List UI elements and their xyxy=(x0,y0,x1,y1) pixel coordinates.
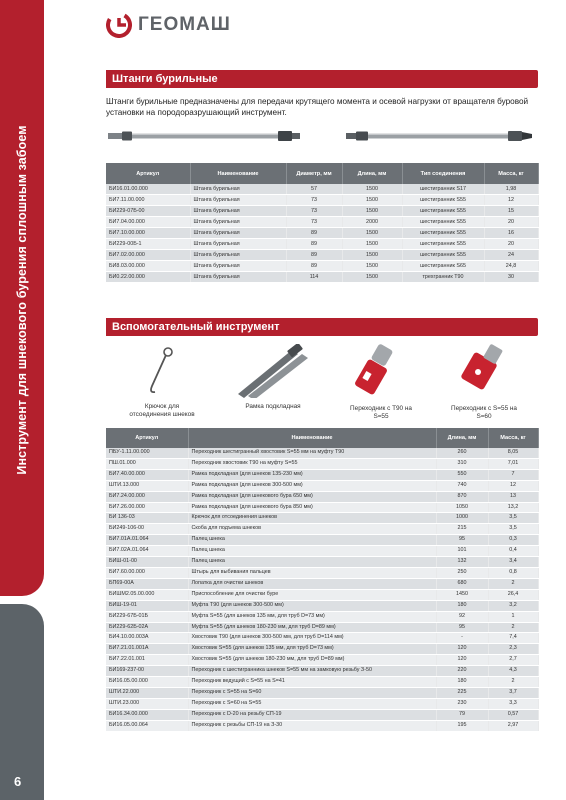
table-row xyxy=(106,546,538,557)
table-cell: 89 xyxy=(286,239,342,250)
tool-lever xyxy=(232,344,314,411)
table-cell: 12 xyxy=(484,195,538,206)
table-cell: БИ229-67Б-01Б xyxy=(106,611,188,622)
aux-tools-table xyxy=(106,428,538,732)
table-cell: 7,01 xyxy=(488,458,538,469)
table-cell: Хвостовик S=55 (для шнеков 135 мм, для труб D=73 мм) xyxy=(188,644,436,655)
table-cell: 120 xyxy=(436,644,488,655)
table-cell: Переходник с резьбы СП-19 на З-30 xyxy=(188,720,436,731)
table-row xyxy=(106,720,538,731)
table-cell: 1 xyxy=(488,611,538,622)
table-cell: БИ7.22.01.001 xyxy=(106,655,188,666)
brand-name: ГЕОМАШ xyxy=(138,14,231,35)
table-row xyxy=(106,195,538,206)
table-cell: 8,05 xyxy=(488,448,538,458)
table-cell: БИ229-62Б-02А xyxy=(106,622,188,633)
table-cell: 1500 xyxy=(342,206,402,217)
table-cell: 92 xyxy=(436,611,488,622)
table-row xyxy=(106,272,538,283)
table-cell: БИ7.11.00.000 xyxy=(106,195,190,206)
table-cell: ШТИ.13.000 xyxy=(106,480,188,491)
table-cell: 215 xyxy=(436,524,488,535)
table-cell: БИ249-106-00 xyxy=(106,524,188,535)
table-cell: БИШ-19-01 xyxy=(106,600,188,611)
table-cell: 1,98 xyxy=(484,184,538,195)
table-cell: Штанга бурильная xyxy=(190,261,286,272)
col-header: Длина, мм xyxy=(342,163,402,184)
table-row xyxy=(106,217,538,228)
table-cell: БИ7.21.01.001А xyxy=(106,644,188,655)
table-row xyxy=(106,228,538,239)
table-row xyxy=(106,458,538,469)
table-cell: 250 xyxy=(436,568,488,579)
table-cell: БИ 136-03 xyxy=(106,513,188,524)
table-row xyxy=(106,698,538,709)
section-header-drill-rods: Штанги бурильные xyxy=(106,70,538,88)
table-cell: 1500 xyxy=(342,250,402,261)
table-cell: 24,8 xyxy=(484,261,538,272)
table-cell: 2 xyxy=(488,677,538,688)
table-cell: 120 xyxy=(436,655,488,666)
table-row xyxy=(106,644,538,655)
table-row xyxy=(106,239,538,250)
table-cell: 95 xyxy=(436,535,488,546)
table-cell: 132 xyxy=(436,557,488,568)
table-cell: 73 xyxy=(286,195,342,206)
table-row xyxy=(106,655,538,666)
table-cell: 1500 xyxy=(342,272,402,283)
table-cell: БИ7.40.00.000 xyxy=(106,469,188,480)
table-cell: 95 xyxy=(436,622,488,633)
table-cell: 2000 xyxy=(342,217,402,228)
adapter-s55-icon xyxy=(444,342,524,400)
table-cell: Рамка подкладная (для шнекового бура 650 мм) xyxy=(188,491,436,502)
col-header: Масса, кг xyxy=(488,428,538,448)
table-cell: 0,4 xyxy=(488,546,538,557)
table-cell: Переходник с S=60 на S=55 xyxy=(188,698,436,709)
table-cell: Скоба для подъема шнеков xyxy=(188,524,436,535)
table-cell: 3,3 xyxy=(488,698,538,709)
table-cell: ПБУ-1.11.00.000 xyxy=(106,448,188,458)
table-cell: 260 xyxy=(436,448,488,458)
table-cell: 7,4 xyxy=(488,633,538,644)
table-row xyxy=(106,535,538,546)
table-row xyxy=(106,184,538,195)
table-header-row xyxy=(106,428,538,448)
tool-label: Рамка подкладная xyxy=(245,403,301,410)
table-cell: БИ16.05.00.000 xyxy=(106,677,188,688)
table-cell: 20 xyxy=(484,239,538,250)
table-cell: 3,5 xyxy=(488,513,538,524)
table-cell: 310 xyxy=(436,458,488,469)
table-cell: 79 xyxy=(436,709,488,720)
table-cell: 1450 xyxy=(436,589,488,600)
table-cell: 225 xyxy=(436,687,488,698)
page-number: 6 xyxy=(14,774,22,789)
table-cell: 89 xyxy=(286,228,342,239)
table-cell: 680 xyxy=(436,578,488,589)
table-header-row xyxy=(106,163,538,184)
table-cell: Переходник с S=55 на S=60 xyxy=(188,687,436,698)
table-cell: 101 xyxy=(436,546,488,557)
table-cell: 1500 xyxy=(342,228,402,239)
table-cell: шестигранник S55 xyxy=(402,195,484,206)
table-cell: 114 xyxy=(286,272,342,283)
table-cell: шестигранник S65 xyxy=(402,261,484,272)
table-cell: 26,4 xyxy=(488,589,538,600)
tool-hook xyxy=(124,344,200,418)
table-cell: 2,3 xyxy=(488,644,538,655)
tool-label: Крючок для отсоединения шнеков xyxy=(129,403,195,418)
table-row xyxy=(106,633,538,644)
table-cell: БИ8.03.00.000 xyxy=(106,261,190,272)
table-cell: Рамка подкладная (для шнекового бура 850 мм) xyxy=(188,502,436,513)
table-cell: ШТИ.22.000 xyxy=(106,687,188,698)
drill-rods-table xyxy=(106,163,538,283)
table-cell: 4,3 xyxy=(488,666,538,677)
table-cell: 24 xyxy=(484,250,538,261)
table-cell: 0,57 xyxy=(488,709,538,720)
table-row xyxy=(106,557,538,568)
table-cell: 20 xyxy=(484,217,538,228)
table-cell: Рамка подкладная (для шнеков 300-500 мм) xyxy=(188,480,436,491)
table-cell: шестигранник S17 xyxy=(402,184,484,195)
table-row xyxy=(106,611,538,622)
table-cell: 73 xyxy=(286,217,342,228)
section-intro: Штанги бурильные предназначены для передачи крутящего момента и осевой нагрузки от вращателя буровой установки на породоразрушающий инструмент. xyxy=(106,97,529,117)
col-header: Артикул xyxy=(106,163,190,184)
brand-logo xyxy=(106,12,231,38)
table-cell: Крючок для отсоединения шнеков xyxy=(188,513,436,524)
table-cell: БИ169-237-00 xyxy=(106,666,188,677)
table-cell: Муфта S=55 (для шнеков 180-230 мм, для труб D=89 мм) xyxy=(188,622,436,633)
table-cell: 7 xyxy=(488,469,538,480)
tool-adapter-s55 xyxy=(444,342,524,420)
table-cell: Штанга бурильная xyxy=(190,239,286,250)
table-cell: Приспособление для очистки буре xyxy=(188,589,436,600)
table-cell: 195 xyxy=(436,720,488,731)
table-row xyxy=(106,677,538,688)
table-cell: БИ16.05.00.064 xyxy=(106,720,188,731)
table-cell: 2,97 xyxy=(488,720,538,731)
table-cell: БИ7.10.00.000 xyxy=(106,228,190,239)
table-cell: 1000 xyxy=(436,513,488,524)
table-cell: Переходник с шестигранника шнеков S=55 мм на замковую резьбу З-50 xyxy=(188,666,436,677)
table-cell: Хвостовик T90 (для шнеков 300-500 мм, для труб D=114 мм) xyxy=(188,633,436,644)
table-row xyxy=(106,687,538,698)
table-cell: БИ0.22.00.000 xyxy=(106,272,190,283)
table-cell: 73 xyxy=(286,206,342,217)
adapter-t90-icon xyxy=(344,342,418,400)
table-cell: БИ229-00Б-1 xyxy=(106,239,190,250)
table-cell: Штанга бурильная xyxy=(190,228,286,239)
table-cell: Муфта S=55 (для шнеков 135 мм, для труб D=73 мм) xyxy=(188,611,436,622)
table-cell: 13,2 xyxy=(488,502,538,513)
table-cell: БИ4.10.00.003А xyxy=(106,633,188,644)
table-cell: Переходник ведущий с S=55 на S=41 xyxy=(188,677,436,688)
col-header: Масса, кг xyxy=(484,163,538,184)
table-cell: Хвостовик S=55 (для шнеков 180-230 мм, для труб D=89 мм) xyxy=(188,655,436,666)
table-cell: шестигранник S55 xyxy=(402,206,484,217)
table-cell: Палец шнека xyxy=(188,557,436,568)
table-cell: Переходник шестигранный хвостовик S=55 мм на муфту T90 xyxy=(188,448,436,458)
lever-icon xyxy=(232,344,314,398)
table-cell: Палец шнека xyxy=(188,546,436,557)
tool-adapter-t90 xyxy=(344,342,418,420)
table-cell: 1500 xyxy=(342,261,402,272)
table-row xyxy=(106,448,538,458)
table-cell: 2 xyxy=(488,578,538,589)
table-cell: 3,7 xyxy=(488,687,538,698)
table-cell: 1500 xyxy=(342,239,402,250)
table-cell: БИ229-07Б-00 xyxy=(106,206,190,217)
table-cell: Штанга бурильная xyxy=(190,195,286,206)
table-cell: шестигранник S55 xyxy=(402,217,484,228)
table-row xyxy=(106,513,538,524)
table-cell: Рамка подкладная (для шнеков 135-230 мм) xyxy=(188,469,436,480)
table-cell: 0,8 xyxy=(488,568,538,579)
table-cell: ШТИ.23.000 xyxy=(106,698,188,709)
table-cell: Штанга бурильная xyxy=(190,217,286,228)
section-header-aux-tools: Вспомогательный инструмент xyxy=(106,318,538,336)
sidebar-footer-band xyxy=(0,604,44,800)
col-header: Наименование xyxy=(188,428,436,448)
drill-rod-image-right xyxy=(346,131,532,141)
table-row xyxy=(106,666,538,677)
table-cell: 1050 xyxy=(436,502,488,513)
table-row xyxy=(106,261,538,272)
table-cell: 13 xyxy=(488,491,538,502)
col-header: Диаметр, мм xyxy=(286,163,342,184)
tool-label: Переходник с T90 на S=55 xyxy=(350,405,412,420)
table-cell: 0,3 xyxy=(488,535,538,546)
table-cell: 740 xyxy=(436,480,488,491)
table-row xyxy=(106,600,538,611)
table-cell: 180 xyxy=(436,677,488,688)
table-row xyxy=(106,568,538,579)
table-row xyxy=(106,491,538,502)
table-cell: 870 xyxy=(436,491,488,502)
col-header: Наименование xyxy=(190,163,286,184)
table-cell: шестигранник S55 xyxy=(402,228,484,239)
table-cell: 3,5 xyxy=(488,524,538,535)
table-cell: 57 xyxy=(286,184,342,195)
table-row xyxy=(106,524,538,535)
col-header: Длина, мм xyxy=(436,428,488,448)
table-cell: БИ16.34.00.000 xyxy=(106,709,188,720)
table-row xyxy=(106,709,538,720)
table-cell: БИ7.01А.01.064 xyxy=(106,535,188,546)
table-cell: 180 xyxy=(436,600,488,611)
table-cell: 2 xyxy=(488,622,538,633)
table-cell: БИШМ2.05.00.000 xyxy=(106,589,188,600)
table-row xyxy=(106,622,538,633)
table-cell: шестигранник S55 xyxy=(402,250,484,261)
table-row xyxy=(106,578,538,589)
table-cell: БИ16.01.00.000 xyxy=(106,184,190,195)
table-row xyxy=(106,502,538,513)
table-row xyxy=(106,250,538,261)
table-cell: Переходник хвостовик T90 на муфту S=55 xyxy=(188,458,436,469)
table-cell: 3,4 xyxy=(488,557,538,568)
table-cell: ПШ.01.000 xyxy=(106,458,188,469)
table-cell: Штанга бурильная xyxy=(190,250,286,261)
table-cell: Муфта T90 (для шнеков 300-500 мм) xyxy=(188,600,436,611)
table-cell: трехгранник T90 xyxy=(402,272,484,283)
table-cell: Переходник с D-20 на резьбу СП-19 xyxy=(188,709,436,720)
table-cell: 550 xyxy=(436,469,488,480)
table-cell: БИ7.26.00.000 xyxy=(106,502,188,513)
table-cell: Лопатка для очистки шнеков xyxy=(188,578,436,589)
tool-label: Переходник с S=55 на S=60 xyxy=(451,405,517,420)
table-cell: БИ7.04.00.000 xyxy=(106,217,190,228)
table-cell: БИ7.60.00.000 xyxy=(106,568,188,579)
table-cell: 12 xyxy=(488,480,538,491)
table-cell: 89 xyxy=(286,261,342,272)
table-cell: БП69-00А xyxy=(106,578,188,589)
table-cell: 3,2 xyxy=(488,600,538,611)
hook-icon xyxy=(124,344,200,398)
table-cell: 16 xyxy=(484,228,538,239)
table-cell: БИШ-01-00 xyxy=(106,557,188,568)
table-cell: Палец шнека xyxy=(188,535,436,546)
drill-rod-image-left xyxy=(108,131,300,141)
geomash-logo-icon xyxy=(106,12,132,38)
col-header: Тип соединения xyxy=(402,163,484,184)
table-cell: 220 xyxy=(436,666,488,677)
table-cell: 30 xyxy=(484,272,538,283)
table-row xyxy=(106,469,538,480)
table-cell: 1500 xyxy=(342,195,402,206)
table-cell: 230 xyxy=(436,698,488,709)
table-cell: - xyxy=(436,633,488,644)
table-cell: 1500 xyxy=(342,184,402,195)
table-cell: Штырь для выбивания пальцев xyxy=(188,568,436,579)
table-cell: Штанга бурильная xyxy=(190,272,286,283)
col-header: Артикул xyxy=(106,428,188,448)
table-cell: БИ7.02А.01.064 xyxy=(106,546,188,557)
table-cell: БИ7.24.00.000 xyxy=(106,491,188,502)
table-cell: Штанга бурильная xyxy=(190,206,286,217)
table-cell: БИ7.02.00.000 xyxy=(106,250,190,261)
table-row xyxy=(106,480,538,491)
sidebar-title: Инструмент для шнекового бурения сплошным забоем xyxy=(15,125,29,475)
table-cell: шестигранник S55 xyxy=(402,239,484,250)
table-row xyxy=(106,589,538,600)
table-cell: Штанга бурильная xyxy=(190,184,286,195)
table-cell: 2,7 xyxy=(488,655,538,666)
table-cell: 89 xyxy=(286,250,342,261)
table-cell: 15 xyxy=(484,206,538,217)
table-row xyxy=(106,206,538,217)
